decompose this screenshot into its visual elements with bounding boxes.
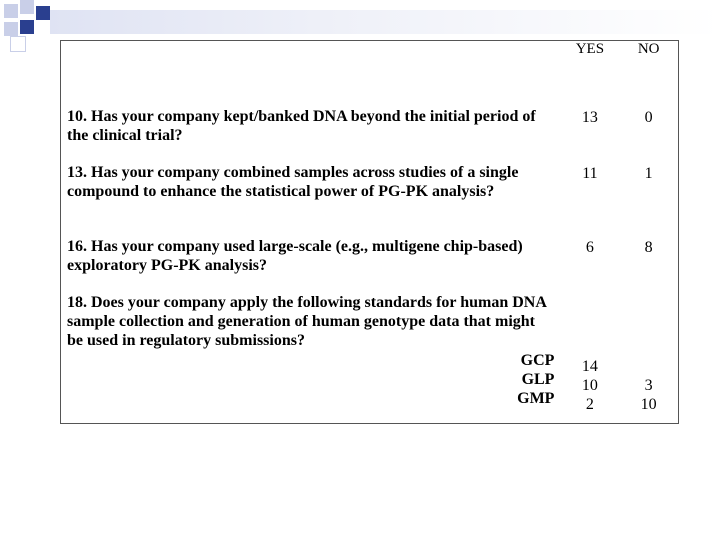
standard-label-gcp: GCP <box>520 351 555 369</box>
corner-square <box>20 20 34 34</box>
yes-count: 11 <box>582 165 598 182</box>
no-column-header: NO <box>637 41 660 57</box>
table-row <box>61 103 679 159</box>
yes-counts <box>560 289 619 423</box>
question-text: 13. Has your company combined samples across studies of a single compound to enhance the statistical power of PG-PK analysis? <box>67 164 519 201</box>
survey-table <box>60 40 679 424</box>
standard-label-glp: GLP <box>521 370 555 388</box>
question-text: 18. Does your company apply the following standards for human DNA sample collection and generation of human genotype data that might be used in regulatory submissions? <box>67 294 547 350</box>
no-count-gmp: 10 <box>640 396 657 414</box>
no-count: 1 <box>644 165 653 182</box>
question-column-header <box>61 41 561 104</box>
table-row <box>61 233 679 289</box>
no-count-gcp <box>619 357 678 376</box>
no-counts <box>619 289 678 423</box>
table-row <box>61 289 679 423</box>
question-text: 16. Has your company used large-scale (e.g., multigene chip-based) exploratory PG-PK analysis? <box>67 238 523 275</box>
yes-count-gcp: 14 <box>581 357 598 375</box>
corner-square <box>20 0 34 14</box>
table-row <box>61 159 679 233</box>
header-bar <box>50 10 720 34</box>
table-header-row <box>61 41 679 104</box>
no-count-glp: 3 <box>644 377 653 395</box>
corner-square <box>10 36 26 52</box>
standards-question <box>61 289 561 423</box>
no-count: 8 <box>644 239 653 256</box>
standard-label-gmp: GMP <box>517 389 555 407</box>
no-count: 0 <box>644 109 653 126</box>
yes-column-header: YES <box>575 41 605 57</box>
yes-count-glp: 10 <box>581 377 598 395</box>
corner-square <box>4 4 18 18</box>
yes-count: 13 <box>581 109 598 126</box>
corner-square <box>36 6 50 20</box>
corner-square <box>4 22 18 36</box>
yes-count-gmp: 2 <box>585 396 594 414</box>
yes-count: 6 <box>585 239 594 256</box>
question-text: 10. Has your company kept/banked DNA beyond the initial period of the clinical trial? <box>67 108 536 145</box>
